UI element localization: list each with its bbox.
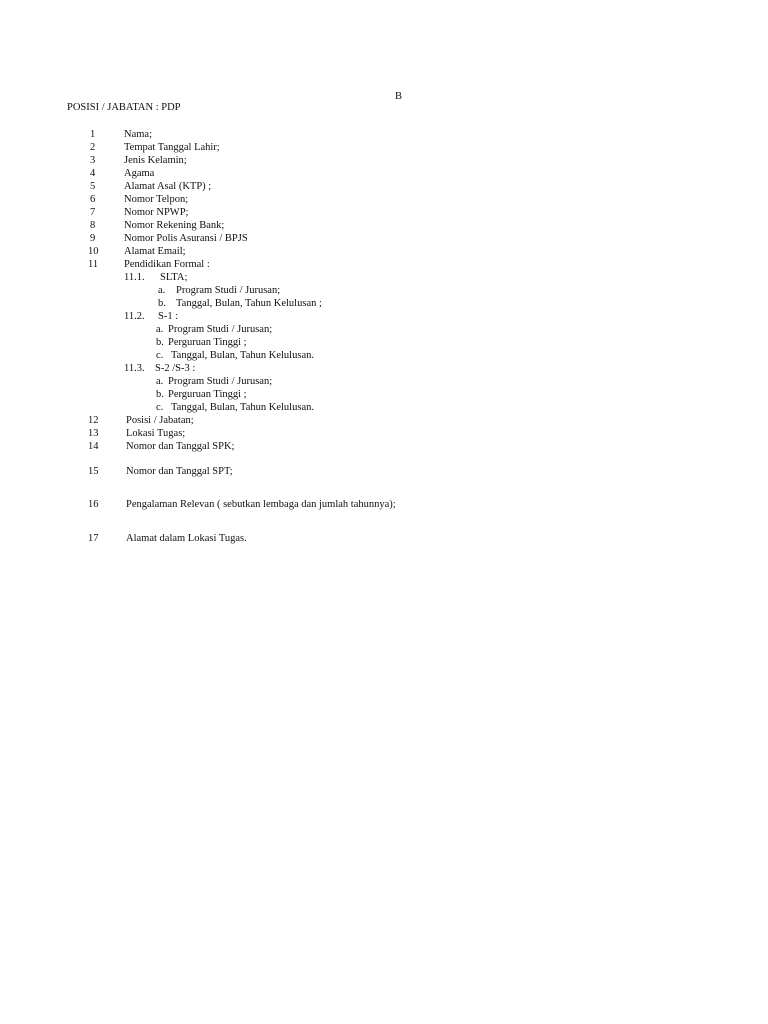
item-label: Jenis Kelamin; <box>124 155 187 166</box>
education-level: SLTA; <box>160 272 188 283</box>
subitem-letter: a. <box>156 376 164 387</box>
subitem-letter: b. <box>158 298 166 309</box>
item-label: Lokasi Tugas; <box>126 428 186 439</box>
subitem-letter: b. <box>156 389 164 400</box>
document-code: B <box>395 91 403 102</box>
item-number: 15 <box>88 466 99 477</box>
subitem-letter: c. <box>156 402 164 413</box>
subitem-label: Perguruan Tinggi ; <box>168 389 247 400</box>
item-number: 4 <box>90 168 96 179</box>
item-number: 10 <box>88 246 99 257</box>
item-label: Alamat Asal (KTP) ; <box>124 181 212 192</box>
subitem-label: Program Studi / Jurusan; <box>168 324 273 335</box>
item-label: Nama; <box>124 129 152 140</box>
subitem-letter: c. <box>156 350 164 361</box>
item-number: 5 <box>90 181 96 192</box>
item-label: Pengalaman Relevan ( sebutkan lembaga dan jumlah tahunnya); <box>126 499 396 510</box>
subitem-letter: a. <box>158 285 166 296</box>
item-number: 13 <box>88 428 99 439</box>
item-number: 3 <box>90 155 96 166</box>
item-number: 12 <box>88 415 99 426</box>
item-number: 14 <box>88 441 99 452</box>
item-label: Alamat Email; <box>124 246 186 257</box>
item-label: Posisi / Jabatan; <box>126 415 194 426</box>
subitem-label: Tanggal, Bulan, Tahun Kelulusan. <box>171 402 314 413</box>
education-number: 11.1. <box>124 272 145 283</box>
item-label: Nomor NPWP; <box>124 207 189 218</box>
position-title: POSISI / JABATAN : PDP <box>67 102 181 113</box>
item-label: Nomor dan Tanggal SPT; <box>126 466 233 477</box>
item-number: 8 <box>90 220 96 231</box>
subitem-label: Tanggal, Bulan, Tahun Kelulusan. <box>171 350 314 361</box>
item-label: Nomor Telpon; <box>124 194 189 205</box>
item-number: 7 <box>90 207 96 218</box>
subitem-label: Program Studi / Jurusan; <box>176 285 281 296</box>
item-label: Agama <box>124 168 155 179</box>
education-level: S-2 /S-3 : <box>155 363 196 374</box>
item-label: Nomor dan Tanggal SPK; <box>126 441 235 452</box>
subitem-label: Tanggal, Bulan, Tahun Kelulusan ; <box>176 298 322 309</box>
subitem-label: Perguruan Tinggi ; <box>168 337 247 348</box>
item-label: Nomor Polis Asuransi / BPJS <box>124 233 248 244</box>
item-number: 1 <box>90 129 96 140</box>
subitem-label: Program Studi / Jurusan; <box>168 376 273 387</box>
education-number: 11.2. <box>124 311 145 322</box>
item-number: 11 <box>88 259 99 270</box>
subitem-letter: a. <box>156 324 164 335</box>
item-number: 17 <box>88 533 99 544</box>
item-label: Alamat dalam Lokasi Tugas. <box>126 533 247 544</box>
item-number: 16 <box>88 499 99 510</box>
item-number: 9 <box>90 233 96 244</box>
item-label: Nomor Rekening Bank; <box>124 220 225 231</box>
subitem-letter: b. <box>156 337 164 348</box>
education-number: 11.3. <box>124 363 145 374</box>
item-label: Tempat Tanggal Lahir; <box>124 142 220 153</box>
education-level: S-1 : <box>158 311 179 322</box>
item-label: Pendidikan Formal : <box>124 259 210 270</box>
item-number: 2 <box>90 142 96 153</box>
item-number: 6 <box>90 194 96 205</box>
